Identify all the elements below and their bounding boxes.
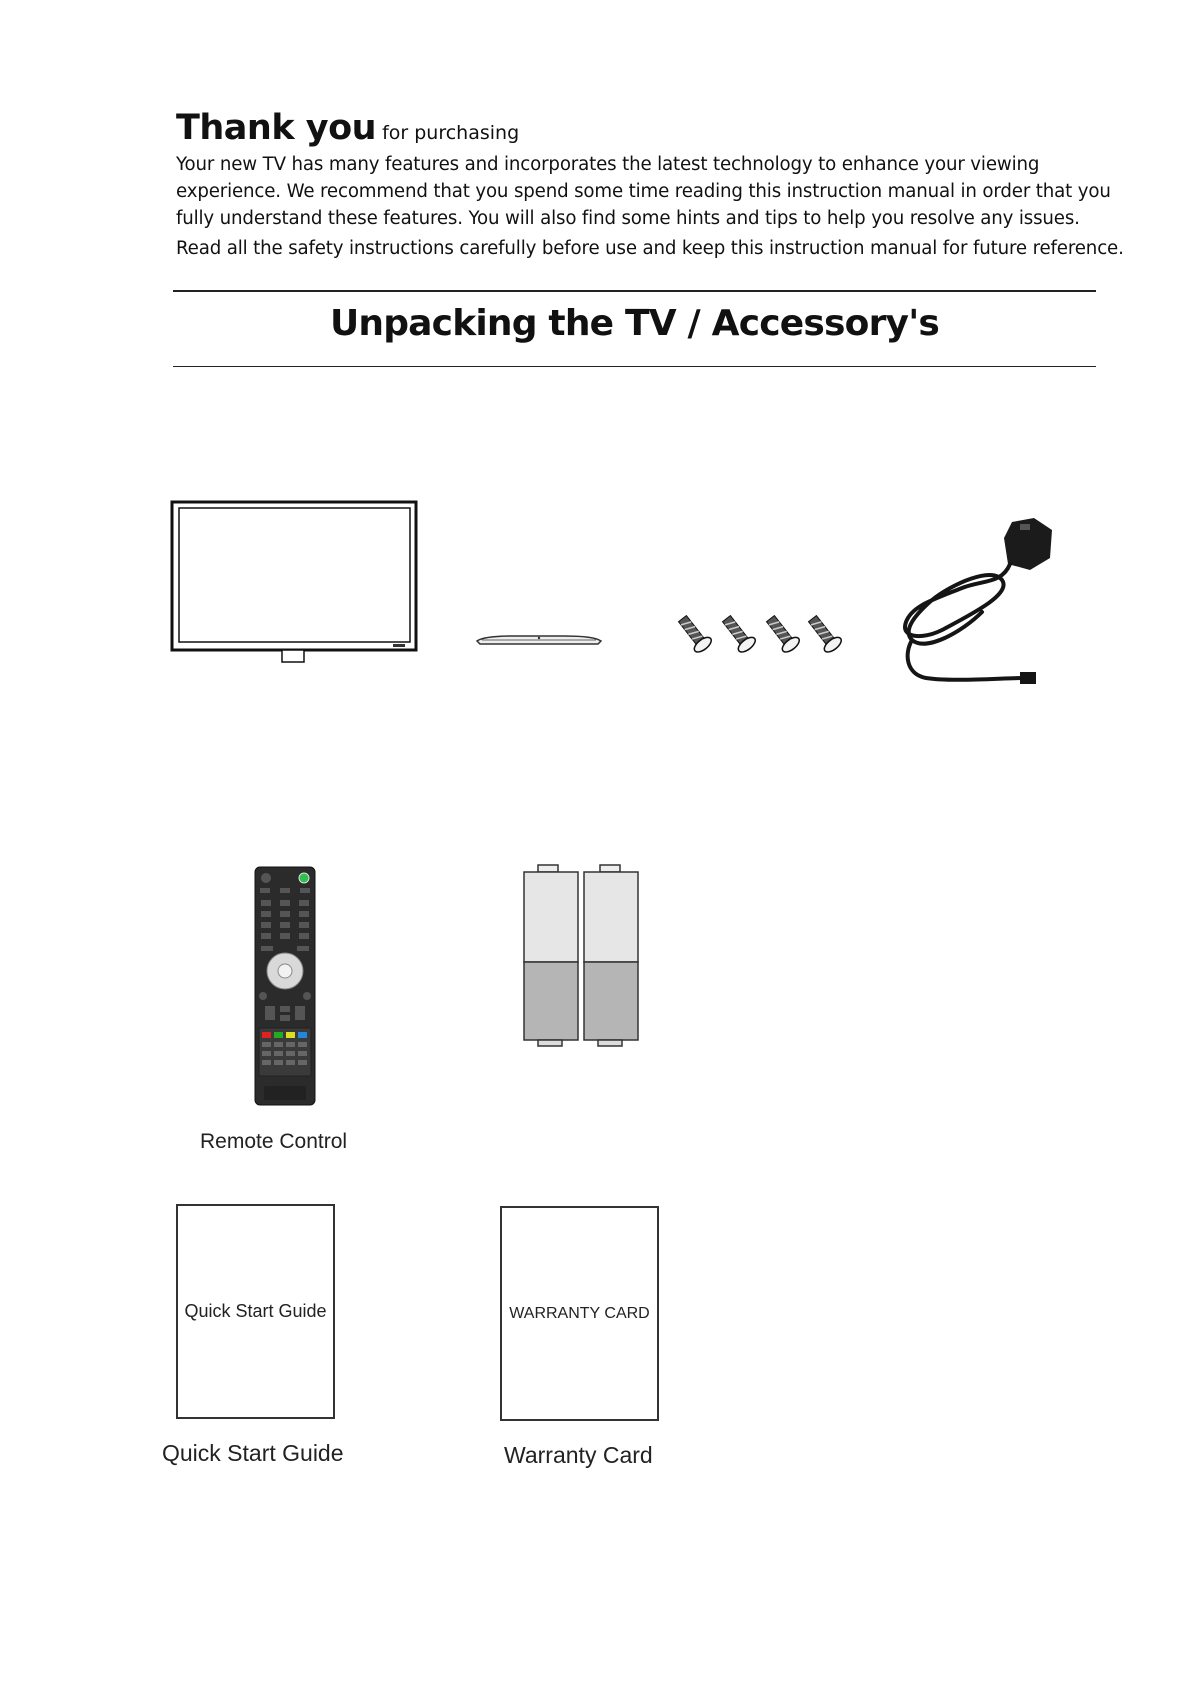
thank-you-subtitle: for purchasing	[382, 122, 520, 144]
section-bottom-rule	[173, 366, 1096, 367]
intro-paragraph	[176, 151, 1124, 262]
thank-you-heading	[176, 108, 519, 148]
screws-icon	[670, 608, 846, 664]
intro-line: fully understand these features. You will also find some hints and tips to help you resolve any issues.	[176, 208, 1080, 229]
remote-control-icon	[254, 866, 316, 1106]
warranty-card	[500, 1206, 659, 1421]
intro-line: experience. We recommend that you spend some time reading this instruction manual in order that you	[176, 181, 1111, 202]
batteries-icon	[520, 864, 642, 1048]
warranty-caption: Warranty Card	[504, 1442, 653, 1468]
quick-start-caption: Quick Start Guide	[162, 1440, 344, 1466]
quick-start-card-text: Quick Start Guide	[184, 1301, 327, 1321]
safety-line: Read all the safety instructions carefully before use and keep this instruction manual for future reference.	[176, 238, 1124, 259]
tv-stand-icon	[474, 631, 604, 651]
section-top-rule	[173, 290, 1096, 292]
section-title: Unpacking the TV / Accessory's	[329, 303, 940, 344]
remote-control-caption: Remote Control	[200, 1130, 348, 1153]
warranty-card-text: WARRANTY CARD	[509, 1304, 650, 1322]
power-adapter-icon	[892, 514, 1062, 684]
thank-you-title: Thank you	[176, 108, 377, 148]
quick-start-guide-card	[176, 1204, 335, 1419]
intro-line: Your new TV has many features and incorporates the latest technology to enhance your viewing	[176, 154, 1040, 175]
tv-icon	[170, 500, 420, 664]
